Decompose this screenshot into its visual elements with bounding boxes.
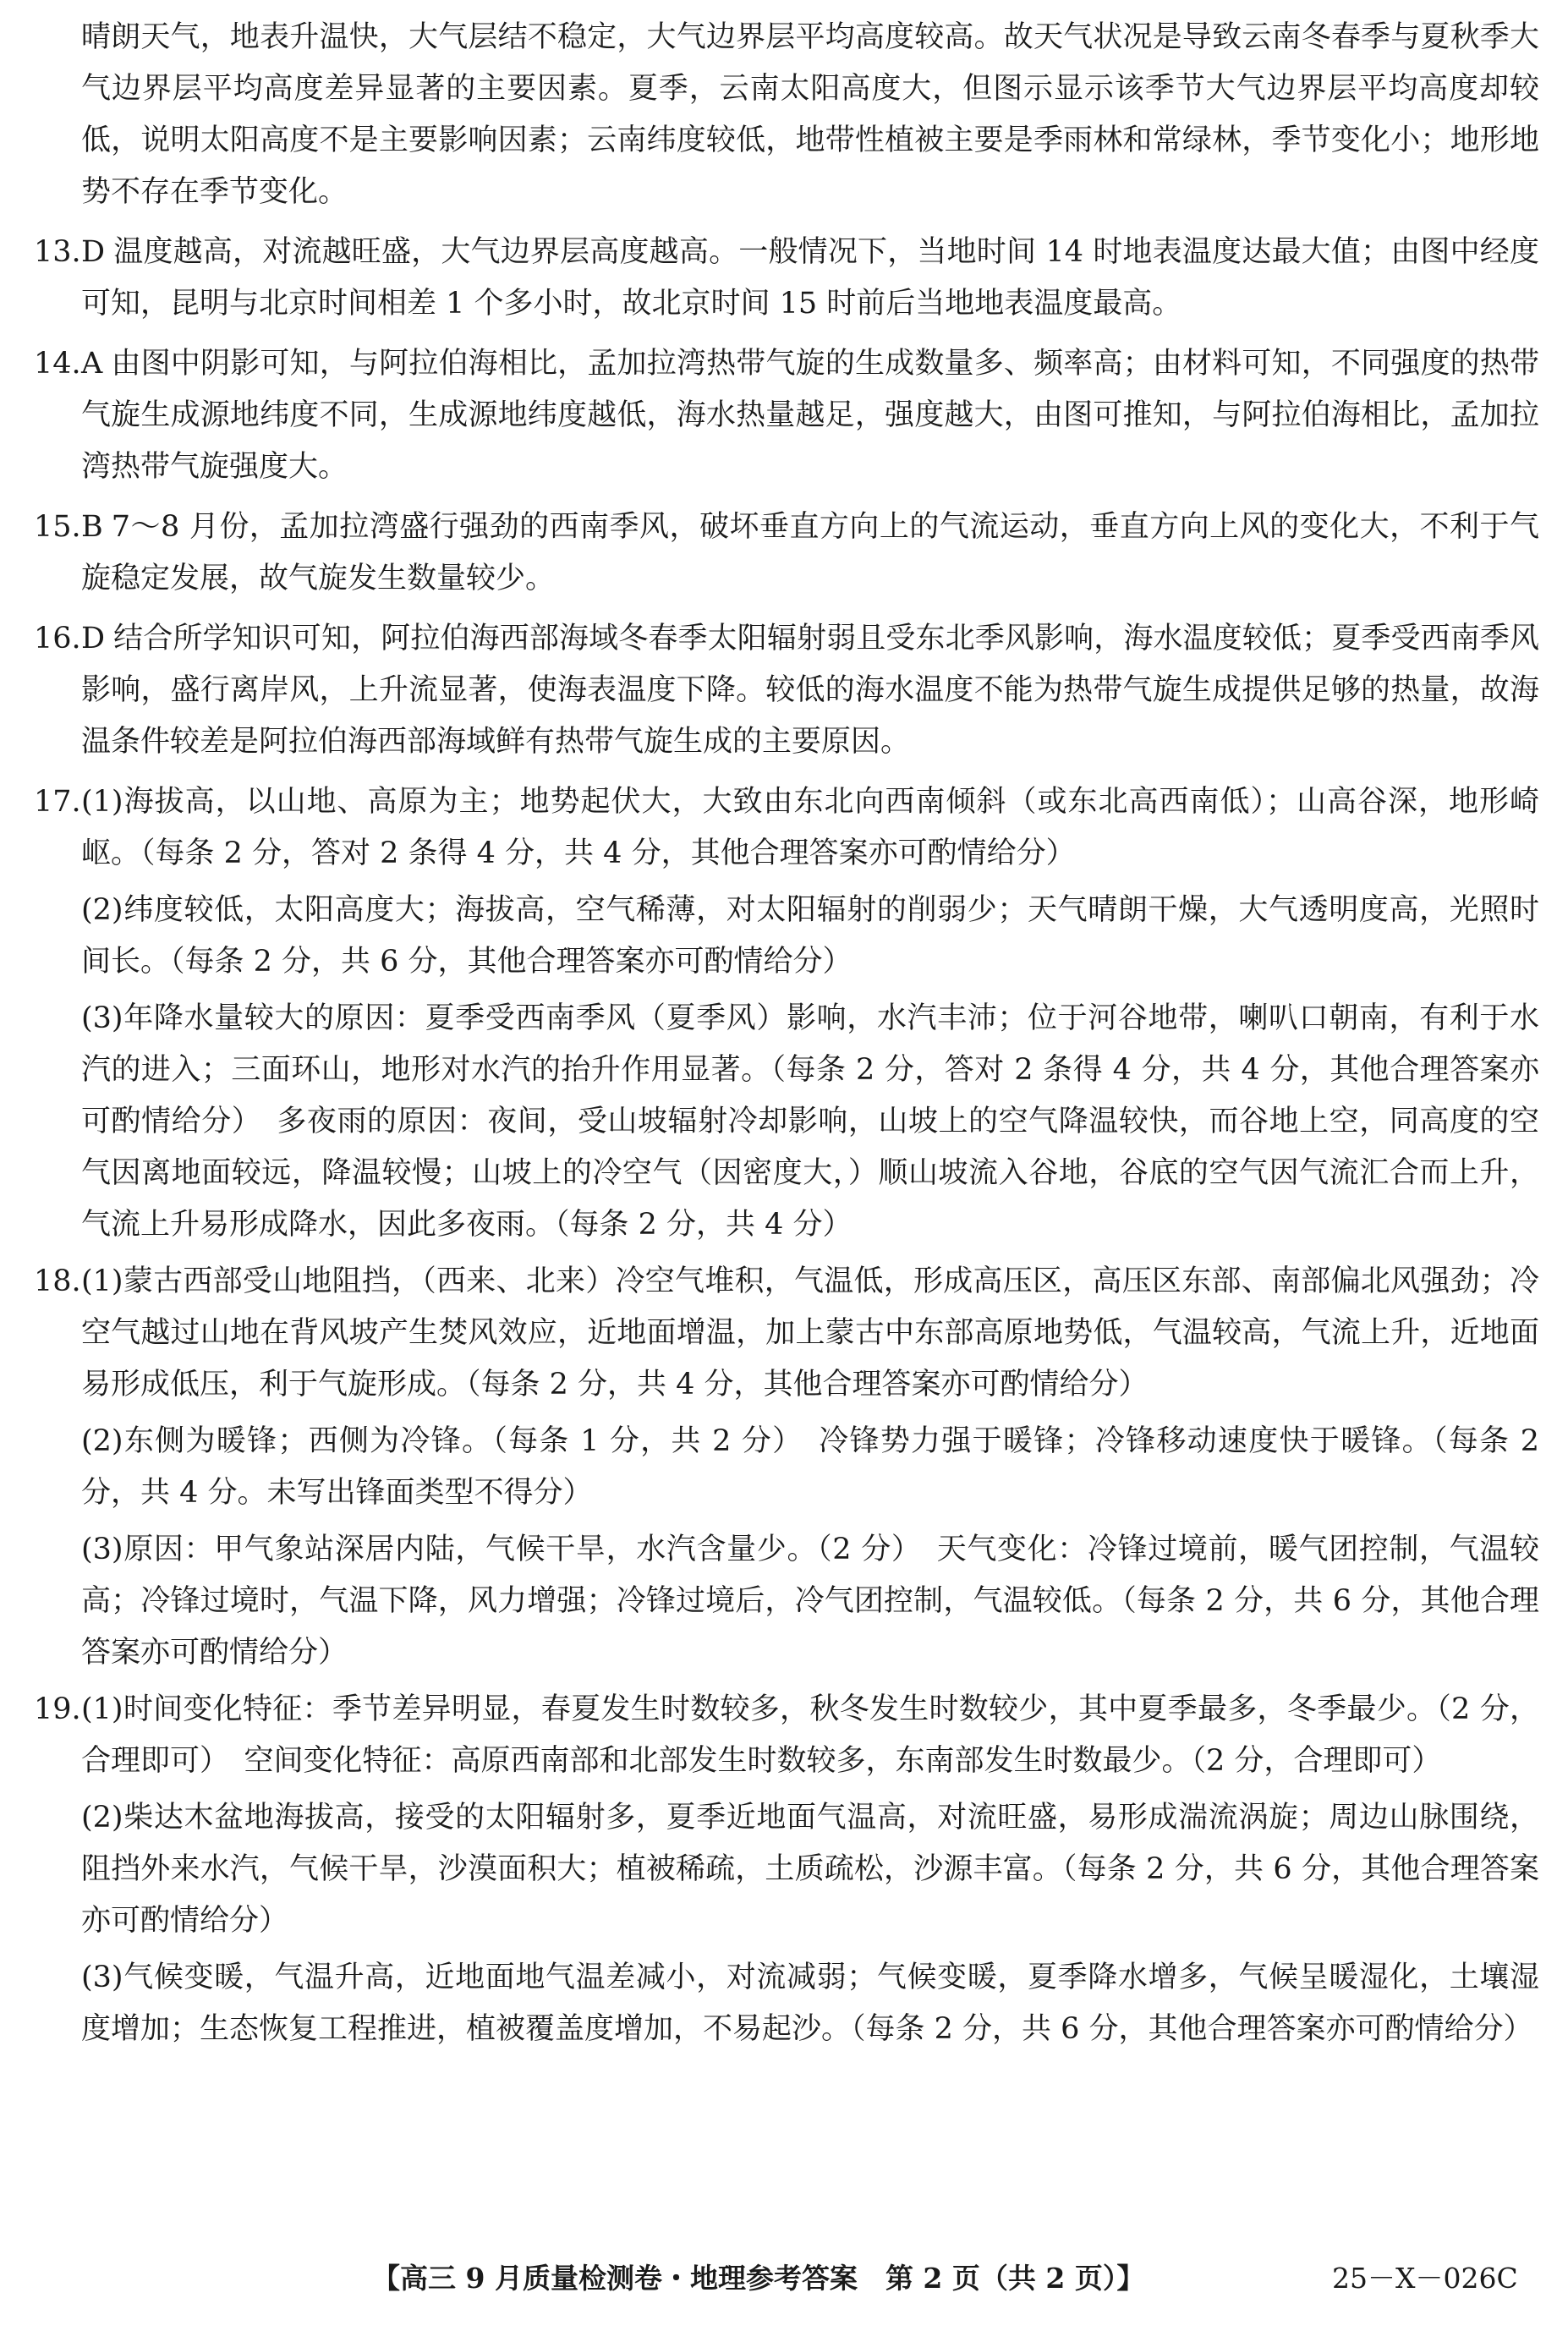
answer-letter: B bbox=[81, 510, 103, 544]
answer-letter: D bbox=[81, 235, 106, 269]
sub-answer-3: (3)年降水量较大的原因：夏季受西南季风（夏季风）影响，水汽丰沛；位于河谷地带，喇叭口朝南，有利于水汽的进入；三面环山，地形对水汽的抬升作用显著。（每条 2 分，答对 2 条得 4 分，共 4 分，其他合理答案亦可酌情给分） 多夜雨的原因：夜间，受山坡辐射冷却影响，山坡上的空气降温较快，而谷地上空，同高度的空气因离地面较远，降温较慢；山坡上的冷空气（因密度大，）顺山坡流入谷地，谷底的空气因气流汇合而上升，气流上升易形成降水，因此多夜雨。（每条 2 分，共 4 分） bbox=[81, 1001, 1539, 1242]
sub-answer-3: (3)气候变暖，气温升高，近地面地气温差减小，对流减弱；气候变暖，夏季降水增多，气候呈暖湿化，土壤湿度增加；生态恢复工程推进，植被覆盖度增加，不易起沙。（每条 2 分，共 6 分，其他合理答案亦可酌情给分） bbox=[81, 1961, 1539, 2046]
intro-paragraph: 晴朗天气，地表升温快，大气层结不稳定，大气边界层平均高度较高。故天气状况是导致云南冬春季与夏秋季大气边界层平均高度差异显著的主要因素。夏季，云南太阳高度大，但图示显示该季节大气边界层平均高度却较低，说明太阳高度不是主要影响因素；云南纬度较低，地带性植被主要是季雨林和常绿林，季节变化小；地形地势不存在季节变化。 bbox=[81, 20, 1539, 209]
answer-item-13 bbox=[34, 227, 1539, 330]
question-number: 19. bbox=[34, 1692, 81, 1726]
footer-title: 【高三 9 月质量检测卷・地理参考答案 第 2 页（共 2 页）】 bbox=[372, 2262, 1145, 2295]
answer-page bbox=[34, 12, 1539, 2060]
page-footer bbox=[0, 2257, 1568, 2307]
answer-explanation: 温度越高，对流越旺盛，大气边界层高度越高。一般情况下，当地时间 14 时地表温度达最大值；由图中经度可知，昆明与北京时间相差 1 个多小时，故北京时间 15 时前后当地地表温度最高。 bbox=[81, 235, 1539, 321]
sub-answer-2: (2)纬度较低，太阳高度大；海拔高，空气稀薄，对太阳辐射的削弱少；天气晴朗干燥，大气透明度高，光照时间长。（每条 2 分，共 6 分，其他合理答案亦可酌情给分） bbox=[81, 893, 1539, 979]
sub-answer-1: (1)海拔高，以山地、高原为主；地势起伏大，大致由东北向西南倾斜（或东北高西南低）；山高谷深，地形崎岖。（每条 2 分，答对 2 条得 4 分，共 4 分，其他合理答案亦可酌情给分） bbox=[81, 785, 1539, 870]
answer-explanation: 7～8 月份，孟加拉湾盛行强劲的西南季风，破坏垂直方向上的气流运动，垂直方向上风的变化大，不利于气旋稳定发展，故气旋发生数量较少。 bbox=[81, 510, 1539, 595]
sub-answer-1: (1)蒙古西部受山地阻挡，（西来、北来）冷空气堆积，气温低，形成高压区，高压区东部、南部偏北风强劲；冷空气越过山地在背风坡产生焚风效应，近地面增温，加上蒙古中东部高原地势低，气温较高，气流上升，近地面易形成低压，利于气旋形成。（每条 2 分，共 4 分，其他合理答案亦可酌情给分） bbox=[81, 1264, 1539, 1401]
answer-item-19 bbox=[34, 1684, 1539, 1787]
answer-explanation: 由图中阴影可知，与阿拉伯海相比，孟加拉湾热带气旋的生成数量多、频率高；由材料可知，不同强度的热带气旋生成源地纬度不同，生成源地纬度越低，海水热量越足，强度越大，由图可推知，与阿拉伯海相比，孟加拉湾热带气旋强度大。 bbox=[81, 347, 1539, 484]
question-number: 15. bbox=[34, 510, 81, 544]
answer-item-15 bbox=[34, 502, 1539, 605]
answer-letter: A bbox=[81, 347, 103, 381]
sub-answer-3: (3)原因：甲气象站深居内陆，气候干旱，水汽含量少。（2 分） 天气变化：冷锋过境前，暖气团控制，气温较高；冷锋过境时，气温下降，风力增强；冷锋过境后，冷气团控制，气温较低。（每条 2 分，共 6 分，其他合理答案亦可酌情给分） bbox=[81, 1533, 1539, 1670]
question-number: 17. bbox=[34, 785, 81, 819]
answer-explanation: 结合所学知识可知，阿拉伯海西部海域冬春季太阳辐射弱且受东北季风影响，海水温度较低；夏季受西南季风影响，盛行离岸风，上升流显著，使海表温度下降。较低的海水温度不能为热带气旋生成提供足够的热量，故海温条件较差是阿拉伯海西部海域鲜有热带气旋生成的主要原因。 bbox=[81, 622, 1539, 759]
question-number: 14. bbox=[34, 347, 81, 381]
answer-item-14 bbox=[34, 338, 1539, 493]
question-number: 18. bbox=[34, 1264, 81, 1298]
sub-answer-1: (1)时间变化特征：季节差异明显，春夏发生时数较多，秋冬发生时数较少，其中夏季最多，冬季最少。（2 分，合理即可） 空间变化特征：高原西南部和北部发生时数较多，东南部发生时数最少。（2 分，合理即可） bbox=[81, 1692, 1539, 1778]
answer-item-18 bbox=[34, 1256, 1539, 1411]
question-number: 16. bbox=[34, 622, 81, 655]
question-number: 13. bbox=[34, 235, 81, 269]
answer-item-16 bbox=[34, 613, 1539, 768]
sub-answer-2: (2)柴达木盆地海拔高，接受的太阳辐射多，夏季近地面气温高，对流旺盛，易形成湍流涡旋；周边山脉围绕，阻挡外来水汽，气候干旱，沙漠面积大；植被稀疏，土质疏松，沙源丰富。（每条 2 分，共 6 分，其他合理答案亦可酌情给分） bbox=[81, 1801, 1539, 1938]
answer-letter: D bbox=[81, 622, 106, 655]
answer-item-17 bbox=[34, 776, 1539, 880]
footer-code: 25－X－026C bbox=[1332, 2262, 1518, 2295]
sub-answer-2: (2)东侧为暖锋；西侧为冷锋。（每条 1 分，共 2 分） 冷锋势力强于暖锋；冷锋移动速度快于暖锋。（每条 2 分，共 4 分。未写出锋面类型不得分） bbox=[81, 1424, 1539, 1510]
